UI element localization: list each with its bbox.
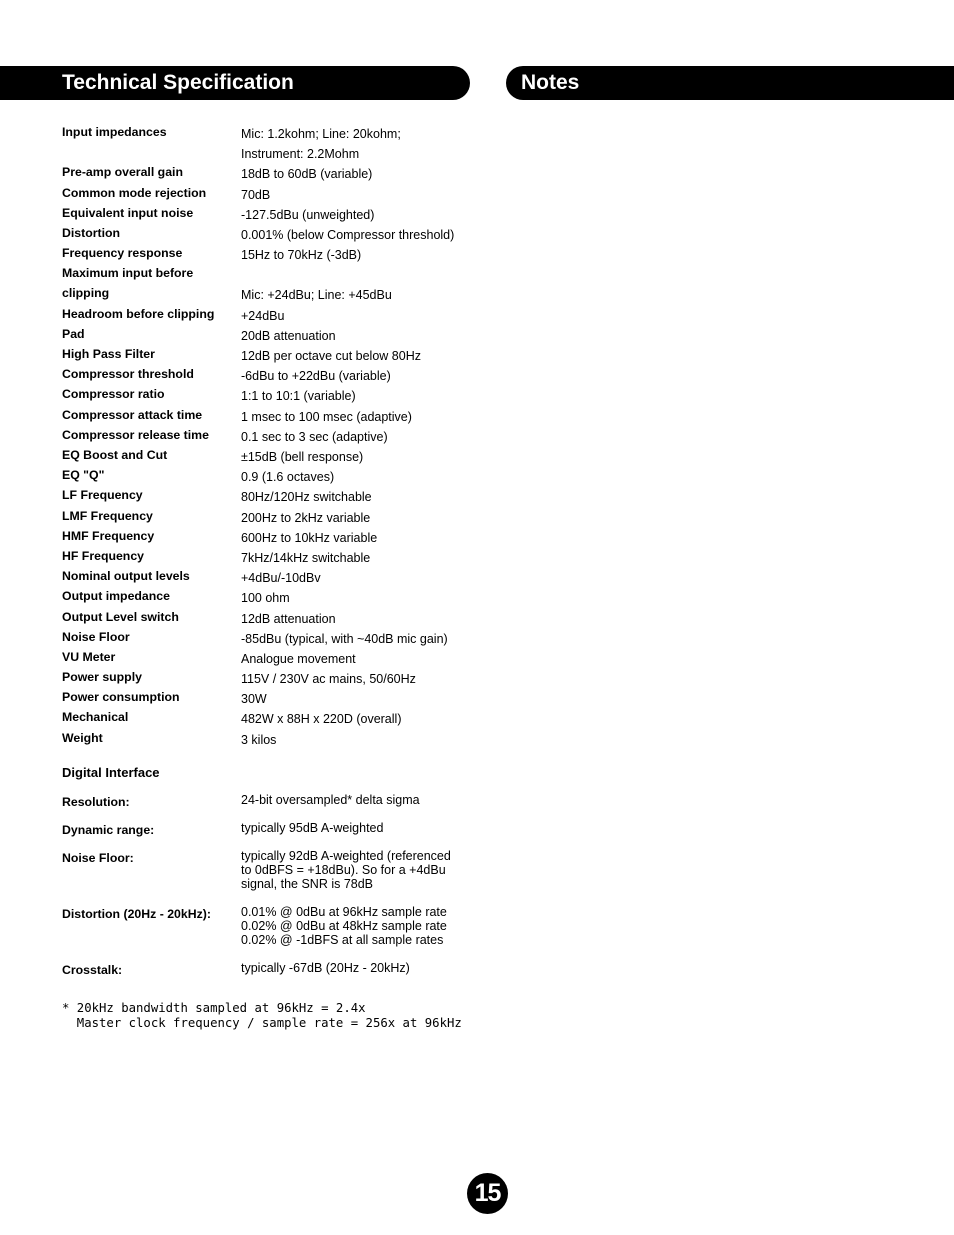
spec-value: +24dBu [241, 308, 285, 323]
spec-label: LMF Frequency [62, 508, 153, 523]
digital-value-line: 0.02% @ -1dBFS at all sample rates [241, 933, 444, 947]
spec-row [62, 344, 472, 364]
spec-value: 200Hz to 2kHz variable [241, 510, 371, 525]
spec-value: 482W x 88H x 220D (overall) [241, 712, 402, 727]
spec-label: High Pass Filter [62, 347, 155, 362]
spec-row [62, 546, 472, 566]
spec-label: Output impedance [62, 589, 170, 604]
digital-value [241, 793, 471, 807]
spec-value: 1 msec to 100 msec (adaptive) [241, 409, 412, 424]
spec-row [62, 263, 472, 303]
spec-value: 80Hz/120Hz switchable [241, 490, 372, 505]
spec-label: Equivalent input noise [62, 205, 194, 220]
spec-value: 115V / 230V ac mains, 50/60Hz [241, 672, 416, 687]
spec-value: 12dB attenuation [241, 611, 336, 626]
digital-label: Dynamic range: [62, 823, 155, 837]
technical-specification-heading [0, 66, 470, 100]
spec-label: Headroom before clipping [62, 306, 215, 321]
spec-row [62, 162, 472, 182]
spec-value: 7kHz/14kHz switchable [241, 550, 371, 565]
spec-value: 0.1 sec to 3 sec (adaptive) [241, 429, 388, 444]
spec-label: Noise Floor [62, 629, 130, 644]
spec-row [62, 425, 472, 445]
footnote-line-1: * 20kHz bandwidth sampled at 96kHz = 2.4x [62, 1001, 366, 1015]
spec-label: Maximum input before clipping [62, 266, 194, 300]
digital-value-line: signal, the SNR is 78dB [241, 877, 374, 891]
spec-label: Pad [62, 326, 85, 341]
digital-label: Resolution: [62, 795, 130, 809]
digital-value-line: 24-bit oversampled* delta sigma [241, 793, 420, 807]
spec-label: HMF Frequency [62, 528, 155, 543]
digital-value-line: 0.02% @ 0dBu at 48kHz sample rate [241, 919, 447, 933]
spec-row [62, 707, 472, 727]
spec-row [62, 203, 472, 223]
spec-row [62, 607, 472, 627]
spec-row [62, 526, 472, 546]
spec-row [62, 586, 472, 606]
spec-row [62, 364, 472, 384]
spec-value: -85dBu (typical, with ~40dB mic gain) [241, 631, 448, 646]
spec-row [62, 667, 472, 687]
spec-label: EQ Boost and Cut [62, 448, 168, 463]
spec-label: Common mode rejection [62, 185, 207, 200]
digital-interface-heading: Digital Interface [62, 765, 160, 780]
spec-row [62, 728, 472, 748]
spec-label: Nominal output levels [62, 569, 190, 584]
spec-value: Mic: 1.2kohm; Line: 20kohm; Instrument: 2.2Mohm [241, 127, 401, 162]
spec-label: Compressor release time [62, 427, 209, 442]
heading-text: Notes [521, 71, 580, 94]
spec-value: 15Hz to 70kHz (-3dB) [241, 248, 362, 263]
spec-value: Mic: +24dBu; Line: +45dBu [241, 288, 392, 303]
spec-label: Frequency response [62, 246, 183, 261]
notes-heading [506, 66, 954, 100]
spec-value: 3 kilos [241, 732, 277, 747]
spec-value: 12dB per octave cut below 80Hz [241, 349, 421, 364]
spec-row [62, 183, 472, 203]
digital-label: Crosstalk: [62, 963, 123, 977]
spec-label: Mechanical [62, 710, 129, 725]
digital-value [241, 821, 471, 835]
spec-row [62, 506, 472, 526]
spec-label: Distortion [62, 225, 121, 240]
spec-value: 20dB attenuation [241, 328, 336, 343]
spec-value: 70dB [241, 187, 271, 202]
spec-row [62, 223, 472, 243]
spec-label: LF Frequency [62, 488, 143, 503]
digital-value [241, 905, 471, 947]
spec-value: Analogue movement [241, 651, 356, 666]
spec-value: 1:1 to 10:1 (variable) [241, 389, 356, 404]
spec-row [62, 384, 472, 404]
spec-row [62, 445, 472, 465]
footnote-line-2: Master clock frequency / sample rate = 256x at 96kHz [62, 1016, 462, 1030]
spec-row [62, 243, 472, 263]
spec-row [62, 324, 472, 344]
spec-label: Output Level switch [62, 609, 179, 624]
digital-value-line: typically -67dB (20Hz - 20kHz) [241, 961, 410, 975]
digital-value-line: typically 95dB A-weighted [241, 821, 384, 835]
digital-value [241, 849, 471, 891]
spec-row [62, 405, 472, 425]
spec-value: +4dBu/-10dBv [241, 571, 321, 586]
spec-label: Pre-amp overall gain [62, 165, 183, 180]
spec-value: -6dBu to +22dBu (variable) [241, 369, 391, 384]
digital-value-line: typically 92dB A-weighted (referenced [241, 849, 451, 863]
spec-value: ±15dB (bell response) [241, 450, 364, 465]
page-number: 15 [467, 1173, 508, 1214]
spec-label: Compressor ratio [62, 387, 165, 402]
spec-row [62, 687, 472, 707]
spec-value: 30W [241, 692, 267, 707]
spec-row [62, 647, 472, 667]
spec-label: HF Frequency [62, 548, 144, 563]
spec-row [62, 627, 472, 647]
spec-row [62, 304, 472, 324]
spec-label: Input impedances [62, 125, 167, 139]
digital-label: Distortion (20Hz - 20kHz): [62, 907, 211, 921]
digital-value-line: to 0dBFS = +18dBu). So for a +4dBu [241, 863, 446, 877]
spec-value: 18dB to 60dB (variable) [241, 167, 373, 182]
heading-text: Technical Specification [62, 71, 294, 94]
digital-value [241, 961, 471, 975]
spec-value: 0.9 (1.6 octaves) [241, 470, 335, 485]
spec-label: Compressor attack time [62, 407, 203, 422]
spec-value: 0.001% (below Compressor threshold) [241, 227, 455, 242]
spec-row [62, 465, 472, 485]
digital-value-line: 0.01% @ 0dBu at 96kHz sample rate [241, 905, 447, 919]
spec-label: Compressor threshold [62, 367, 194, 382]
spec-value: 100 ohm [241, 591, 290, 606]
spec-label: Power supply [62, 670, 142, 685]
spec-row [62, 122, 472, 162]
spec-label: Power consumption [62, 690, 180, 705]
spec-table [62, 122, 472, 748]
spec-label: VU Meter [62, 649, 116, 664]
digital-label: Noise Floor: [62, 851, 134, 865]
spec-label: Weight [62, 730, 103, 745]
spec-row [62, 485, 472, 505]
spec-label: EQ "Q" [62, 468, 105, 483]
spec-value: -127.5dBu (unweighted) [241, 207, 375, 222]
spec-row [62, 566, 472, 586]
footnote [62, 1001, 462, 1031]
spec-value: 600Hz to 10kHz variable [241, 530, 378, 545]
